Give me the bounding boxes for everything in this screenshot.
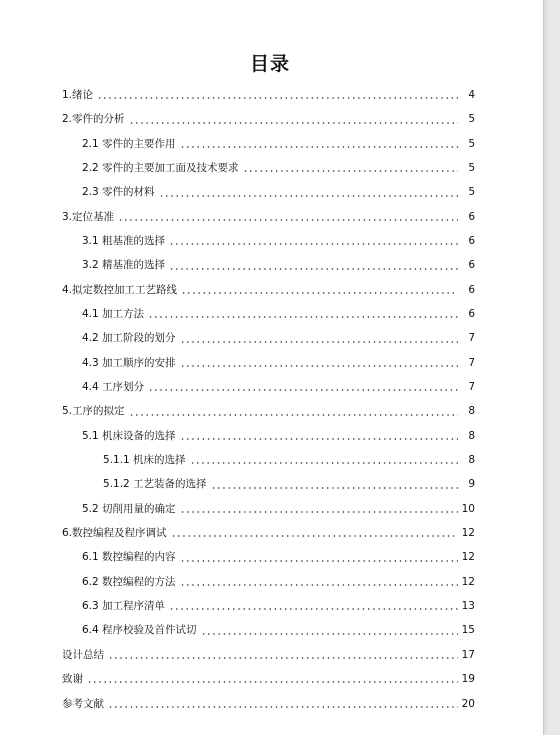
toc-entry[interactable] [0,180,543,204]
dot-leader [118,219,458,221]
toc-entry-label: 5.1 机床设备的选择 [82,429,176,442]
toc-entry-page-number: 20 [461,697,475,710]
toc-entry[interactable] [0,473,543,497]
toc-entry[interactable] [0,205,543,229]
toc-entry-label: 5.2 切削用量的确定 [82,502,176,515]
toc-entry-label: 参考文献 [62,697,104,710]
dot-leader [169,243,458,245]
toc-entry-page-number: 5 [468,186,475,199]
toc-entry-page-number: 13 [461,600,475,613]
dot-leader [180,584,458,586]
toc-entry[interactable] [0,83,543,107]
dot-leader [148,389,458,391]
dot-leader [190,462,458,464]
toc-entry-label: 2.2 零件的主要加工面及技术要求 [82,161,239,174]
toc-entry[interactable] [0,619,543,643]
toc-entry-page-number: 7 [468,332,475,345]
table-of-contents [0,83,543,716]
toc-entry-page-number: 6 [468,308,475,321]
toc-entry[interactable] [0,253,543,277]
toc-entry-page-number: 5 [468,137,475,150]
toc-entry[interactable] [0,546,543,570]
toc-entry-label: 3.2 精基准的选择 [82,259,166,272]
dot-leader [148,316,458,318]
toc-entry-label: 2.3 零件的材料 [82,186,155,199]
toc-entry-page-number: 8 [468,405,475,418]
toc-entry[interactable] [0,667,543,691]
toc-entry-label: 致谢 [62,673,83,686]
toc-entry-page-number: 10 [461,502,475,515]
dot-leader [169,268,458,270]
toc-entry-label: 4.1 加工方法 [82,308,145,321]
toc-entry-page-number: 15 [461,624,475,637]
dot-leader [180,365,458,367]
dot-leader [180,146,458,148]
dot-leader [129,122,458,124]
toc-entry[interactable] [0,351,543,375]
dot-leader [243,170,458,172]
toc-entry[interactable] [0,375,543,399]
toc-entry-page-number: 19 [461,673,475,686]
toc-entry[interactable] [0,302,543,326]
toc-entry[interactable] [0,424,543,448]
dot-leader [180,511,458,513]
dot-leader [159,195,458,197]
toc-entry-page-number: 6 [468,210,475,223]
toc-entry-page-number: 8 [468,429,475,442]
dot-leader [108,657,458,659]
dot-leader [97,97,458,99]
dot-leader [180,560,458,562]
toc-entry[interactable] [0,278,543,302]
toc-entry-label: 6.3 加工程序清单 [82,600,166,613]
toc-entry[interactable] [0,326,543,350]
toc-entry[interactable] [0,643,543,667]
toc-entry-label: 4.拟定数控加工工艺路线 [62,283,178,296]
toc-entry[interactable] [0,156,543,180]
toc-entry[interactable] [0,692,543,716]
toc-entry-label: 1.绪论 [62,88,94,101]
toc-entry-label: 6.数控编程及程序调试 [62,527,167,540]
toc-entry-page-number: 7 [468,381,475,394]
toc-entry[interactable] [0,132,543,156]
toc-entry-page-number: 12 [461,527,475,540]
toc-entry-page-number: 5 [468,113,475,126]
dot-leader [180,341,458,343]
dot-leader [169,608,458,610]
toc-entry-label: 6.4 程序校验及首件试切 [82,624,197,637]
toc-entry-page-number: 7 [468,356,475,369]
toc-entry-page-number: 9 [468,478,475,491]
dot-leader [108,706,458,708]
toc-entry-label: 6.1 数控编程的内容 [82,551,176,564]
page-footer-fragment [232,729,312,735]
toc-entry-page-number: 17 [461,648,475,661]
toc-entry[interactable] [0,448,543,472]
toc-entry-page-number: 12 [461,551,475,564]
dot-leader [87,681,458,683]
toc-entry-page-number: 4 [468,88,475,101]
toc-entry-page-number: 6 [468,283,475,296]
dot-leader [171,535,458,537]
toc-entry-label: 3.定位基准 [62,210,115,223]
toc-entry-label: 2.零件的分析 [62,113,125,126]
toc-entry[interactable] [0,107,543,131]
toc-entry-label: 5.1.1 机床的选择 [103,454,186,467]
dot-leader [211,487,458,489]
toc-entry-label: 3.1 粗基准的选择 [82,234,166,247]
dot-leader [201,633,458,635]
dot-leader [180,438,458,440]
toc-entry-page-number: 6 [468,234,475,247]
toc-entry-label: 2.1 零件的主要作用 [82,137,176,150]
toc-entry[interactable] [0,521,543,545]
toc-entry[interactable] [0,229,543,253]
toc-entry-label: 6.2 数控编程的方法 [82,575,176,588]
toc-entry-page-number: 8 [468,454,475,467]
toc-entry-label: 设计总结 [62,648,104,661]
toc-title: 目录 [249,53,290,75]
toc-entry-page-number: 6 [468,259,475,272]
dot-leader [181,292,458,294]
toc-entry[interactable] [0,497,543,521]
dot-leader [129,414,458,416]
toc-entry-label: 5.1.2 工艺装备的选择 [103,478,207,491]
toc-entry-page-number: 5 [468,161,475,174]
toc-entry-label: 5.工序的拟定 [62,405,125,418]
toc-entry-label: 4.2 加工阶段的划分 [82,332,176,345]
toc-entry[interactable] [0,570,543,594]
toc-entry[interactable] [0,399,543,423]
toc-entry[interactable] [0,594,543,618]
toc-entry-page-number: 12 [461,575,475,588]
toc-entry-label: 4.4 工序划分 [82,381,145,394]
toc-entry-label: 4.3 加工顺序的安排 [82,356,176,369]
